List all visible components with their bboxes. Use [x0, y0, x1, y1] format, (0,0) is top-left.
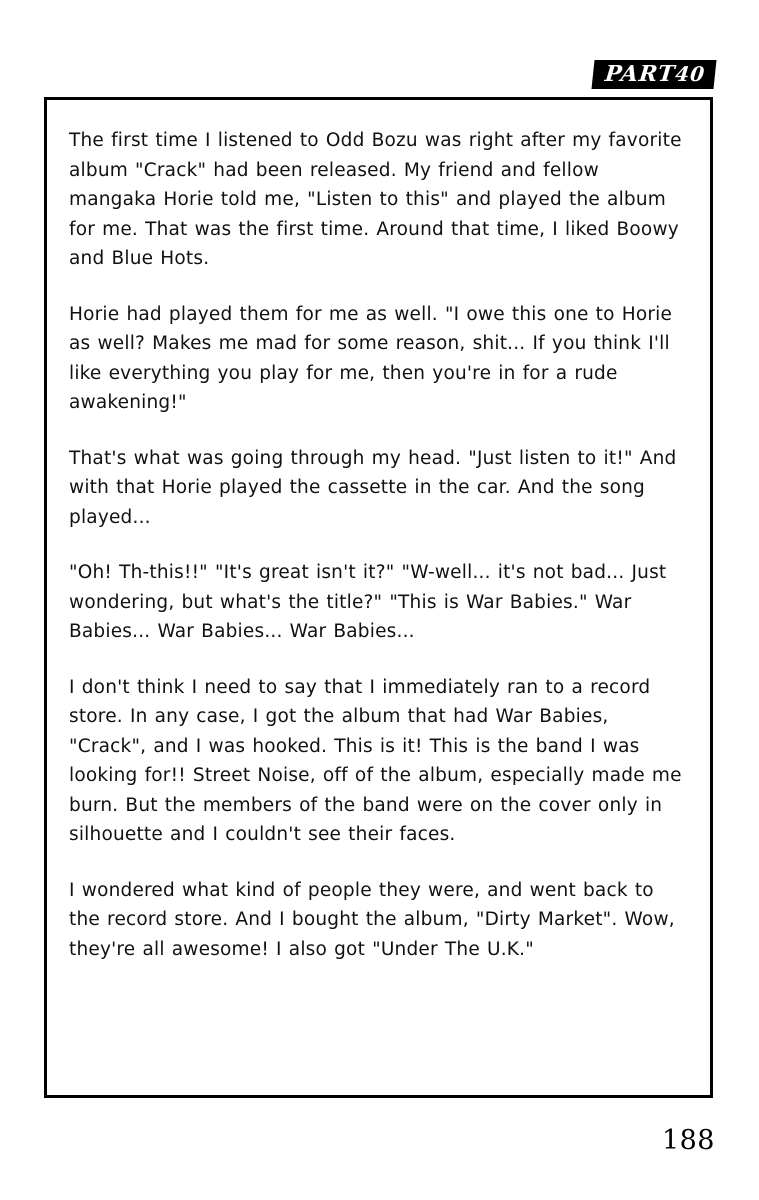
body-paragraph: "Oh! Th-this!!" "It's great isn't it?" "W-well... it's not bad... Just wondering, but what's the title?" "This is War Babies." War Babies... War Babies... War Babies...: [69, 562, 667, 642]
body-paragraph: Horie had played them for me as well. "I owe this one to Horie as well? Makes me mad for some reason, shit... If you think I'll like everything you play for me, then you're in for a rude awakening!": [69, 303, 673, 413]
part-label-word: PART: [603, 61, 677, 87]
body-paragraph: I wondered what kind of people they were, and went back to the record store. And I bought the album, "Dirty Market". Wow, they're all awesome! I also got "Under The U.K.": [69, 879, 675, 960]
body-paragraph: I don't think I need to say that I immediately ran to a record store. In any case, I got the album that had War Babies, "Crack", and I was hooked. This is it! This is the band I was looking for!! Street Noise, off of the album, especially made me burn. But the members of the band were on the cover only in silhouette and I couldn't see their faces.: [69, 676, 682, 845]
body-paragraph: The first time I listened to Odd Bozu was right after my favorite album "Crack" had been released. My friend and fellow mangaka Horie told me, "Listen to this" and played the album for me. That was the first time. Around that time, I liked Boowy and Blue Hots.: [69, 130, 682, 269]
part-label-badge: [591, 60, 716, 89]
part-label-number: 40: [673, 62, 707, 86]
text-panel: [44, 97, 713, 1098]
body-paragraph: That's what was going through my head. "Just listen to it!" And with that Horie played the cassette in the car. And the song played...: [69, 447, 677, 528]
text-panel-content: [47, 100, 710, 964]
page-number: 188: [661, 1125, 715, 1156]
